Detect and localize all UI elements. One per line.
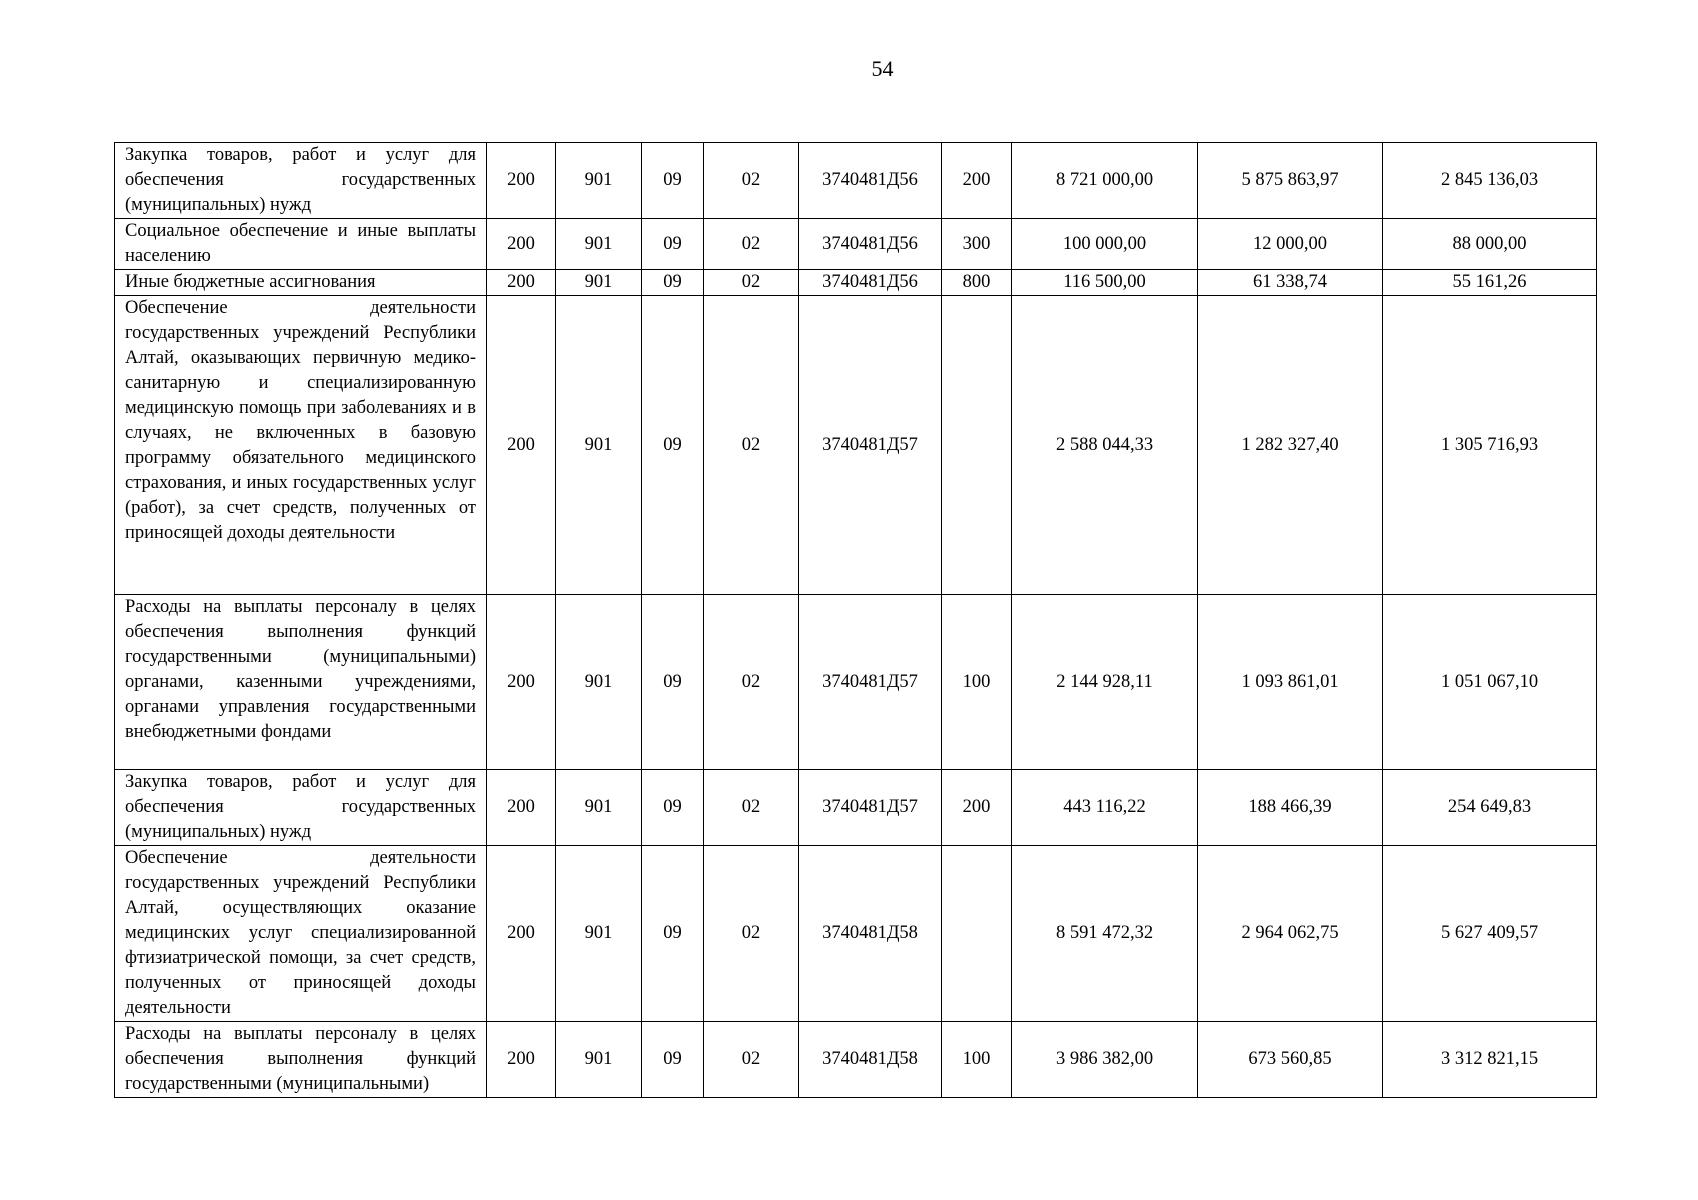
- subdivision-code-cell: 02: [704, 595, 799, 770]
- executed-amount-cell: 5 875 863,97: [1198, 143, 1383, 219]
- row-name-cell: Закупка товаров, работ и услуг для обеспечения государственных (муниципальных) нужд: [115, 770, 487, 846]
- division-code-cell: 09: [642, 770, 704, 846]
- planned-amount-cell: 2 144 928,11: [1012, 595, 1198, 770]
- row-name-cell: Расходы на выплаты персоналу в целях обеспечения выполнения функций государственными (муниципальными): [115, 1022, 487, 1098]
- budget-table: [114, 142, 1597, 1098]
- target-article-cell: 3740481Д58: [799, 1022, 942, 1098]
- expense-type-cell: 800: [942, 270, 1012, 296]
- subdivision-code-cell: 02: [704, 270, 799, 296]
- executed-amount-cell: 12 000,00: [1198, 219, 1383, 270]
- row-name-cell: Обеспечение деятельности государственных учреждений Республики Алтай, оказывающих первичную медико-санитарную и специализированную медицинскую помощь при заболеваниях и в случаях, не включенных в базовую программу обязательного медицинского страхования, и иных государственных услуг (работ), за счет средств, полученных от приносящей доходы деятельности: [115, 296, 487, 595]
- remaining-amount-cell: 88 000,00: [1383, 219, 1597, 270]
- expense-type-cell: 200: [942, 143, 1012, 219]
- subdivision-code-cell: 02: [704, 219, 799, 270]
- target-article-cell: 3740481Д57: [799, 770, 942, 846]
- section-code-cell: 200: [487, 143, 556, 219]
- table-row: [115, 143, 1597, 219]
- section-code-cell: 200: [487, 770, 556, 846]
- section-code-cell: 200: [487, 270, 556, 296]
- section-code-cell: 200: [487, 846, 556, 1022]
- planned-amount-cell: 8 721 000,00: [1012, 143, 1198, 219]
- planned-amount-cell: 100 000,00: [1012, 219, 1198, 270]
- expense-type-cell: 300: [942, 219, 1012, 270]
- section-code-cell: 200: [487, 595, 556, 770]
- table-row: [115, 270, 1597, 296]
- division-code-cell: 09: [642, 270, 704, 296]
- row-name-cell: Обеспечение деятельности государственных учреждений Республики Алтай, осуществляющих оказание медицинских услуг специализированной фтизиатрической помощи, за счет средств, полученных от приносящей доходы деятельности: [115, 846, 487, 1022]
- expense-type-cell: 200: [942, 770, 1012, 846]
- subdivision-code-cell: 02: [704, 1022, 799, 1098]
- table-row: [115, 770, 1597, 846]
- ministry-code-cell: 901: [556, 595, 642, 770]
- planned-amount-cell: 2 588 044,33: [1012, 296, 1198, 595]
- table-row: [115, 296, 1597, 595]
- division-code-cell: 09: [642, 143, 704, 219]
- ministry-code-cell: 901: [556, 846, 642, 1022]
- ministry-code-cell: 901: [556, 770, 642, 846]
- ministry-code-cell: 901: [556, 143, 642, 219]
- target-article-cell: 3740481Д56: [799, 219, 942, 270]
- section-code-cell: 200: [487, 1022, 556, 1098]
- row-name-cell: Социальное обеспечение и иные выплаты населению: [115, 219, 487, 270]
- table-body: [115, 143, 1597, 1098]
- planned-amount-cell: 116 500,00: [1012, 270, 1198, 296]
- target-article-cell: 3740481Д56: [799, 143, 942, 219]
- expense-type-cell: [942, 296, 1012, 595]
- target-article-cell: 3740481Д57: [799, 296, 942, 595]
- table-row: [115, 595, 1597, 770]
- remaining-amount-cell: 1 305 716,93: [1383, 296, 1597, 595]
- subdivision-code-cell: 02: [704, 846, 799, 1022]
- row-name-cell: Расходы на выплаты персоналу в целях обеспечения выполнения функций государственными (муниципальными) органами, казенными учреждениями, органами управления государственными внебюджетными фондами: [115, 595, 487, 770]
- executed-amount-cell: 673 560,85: [1198, 1022, 1383, 1098]
- division-code-cell: 09: [642, 219, 704, 270]
- executed-amount-cell: 1 282 327,40: [1198, 296, 1383, 595]
- remaining-amount-cell: 3 312 821,15: [1383, 1022, 1597, 1098]
- expense-type-cell: 100: [942, 1022, 1012, 1098]
- table-row: [115, 846, 1597, 1022]
- division-code-cell: 09: [642, 846, 704, 1022]
- target-article-cell: 3740481Д58: [799, 846, 942, 1022]
- division-code-cell: 09: [642, 1022, 704, 1098]
- table-row: [115, 1022, 1597, 1098]
- row-name-cell: Закупка товаров, работ и услуг для обеспечения государственных (муниципальных) нужд: [115, 143, 487, 219]
- division-code-cell: 09: [642, 595, 704, 770]
- remaining-amount-cell: 2 845 136,03: [1383, 143, 1597, 219]
- remaining-amount-cell: 55 161,26: [1383, 270, 1597, 296]
- subdivision-code-cell: 02: [704, 770, 799, 846]
- expense-type-cell: [942, 846, 1012, 1022]
- subdivision-code-cell: 02: [704, 143, 799, 219]
- ministry-code-cell: 901: [556, 296, 642, 595]
- section-code-cell: 200: [487, 296, 556, 595]
- planned-amount-cell: 8 591 472,32: [1012, 846, 1198, 1022]
- planned-amount-cell: 443 116,22: [1012, 770, 1198, 846]
- planned-amount-cell: 3 986 382,00: [1012, 1022, 1198, 1098]
- page-number: 54: [871, 56, 894, 81]
- remaining-amount-cell: 5 627 409,57: [1383, 846, 1597, 1022]
- executed-amount-cell: 2 964 062,75: [1198, 846, 1383, 1022]
- target-article-cell: 3740481Д56: [799, 270, 942, 296]
- executed-amount-cell: 1 093 861,01: [1198, 595, 1383, 770]
- remaining-amount-cell: 1 051 067,10: [1383, 595, 1597, 770]
- section-code-cell: 200: [487, 219, 556, 270]
- ministry-code-cell: 901: [556, 270, 642, 296]
- remaining-amount-cell: 254 649,83: [1383, 770, 1597, 846]
- table-row: [115, 219, 1597, 270]
- ministry-code-cell: 901: [556, 1022, 642, 1098]
- row-name-cell: Иные бюджетные ассигнования: [115, 270, 487, 296]
- ministry-code-cell: 901: [556, 219, 642, 270]
- executed-amount-cell: 188 466,39: [1198, 770, 1383, 846]
- expense-type-cell: 100: [942, 595, 1012, 770]
- division-code-cell: 09: [642, 296, 704, 595]
- subdivision-code-cell: 02: [704, 296, 799, 595]
- executed-amount-cell: 61 338,74: [1198, 270, 1383, 296]
- target-article-cell: 3740481Д57: [799, 595, 942, 770]
